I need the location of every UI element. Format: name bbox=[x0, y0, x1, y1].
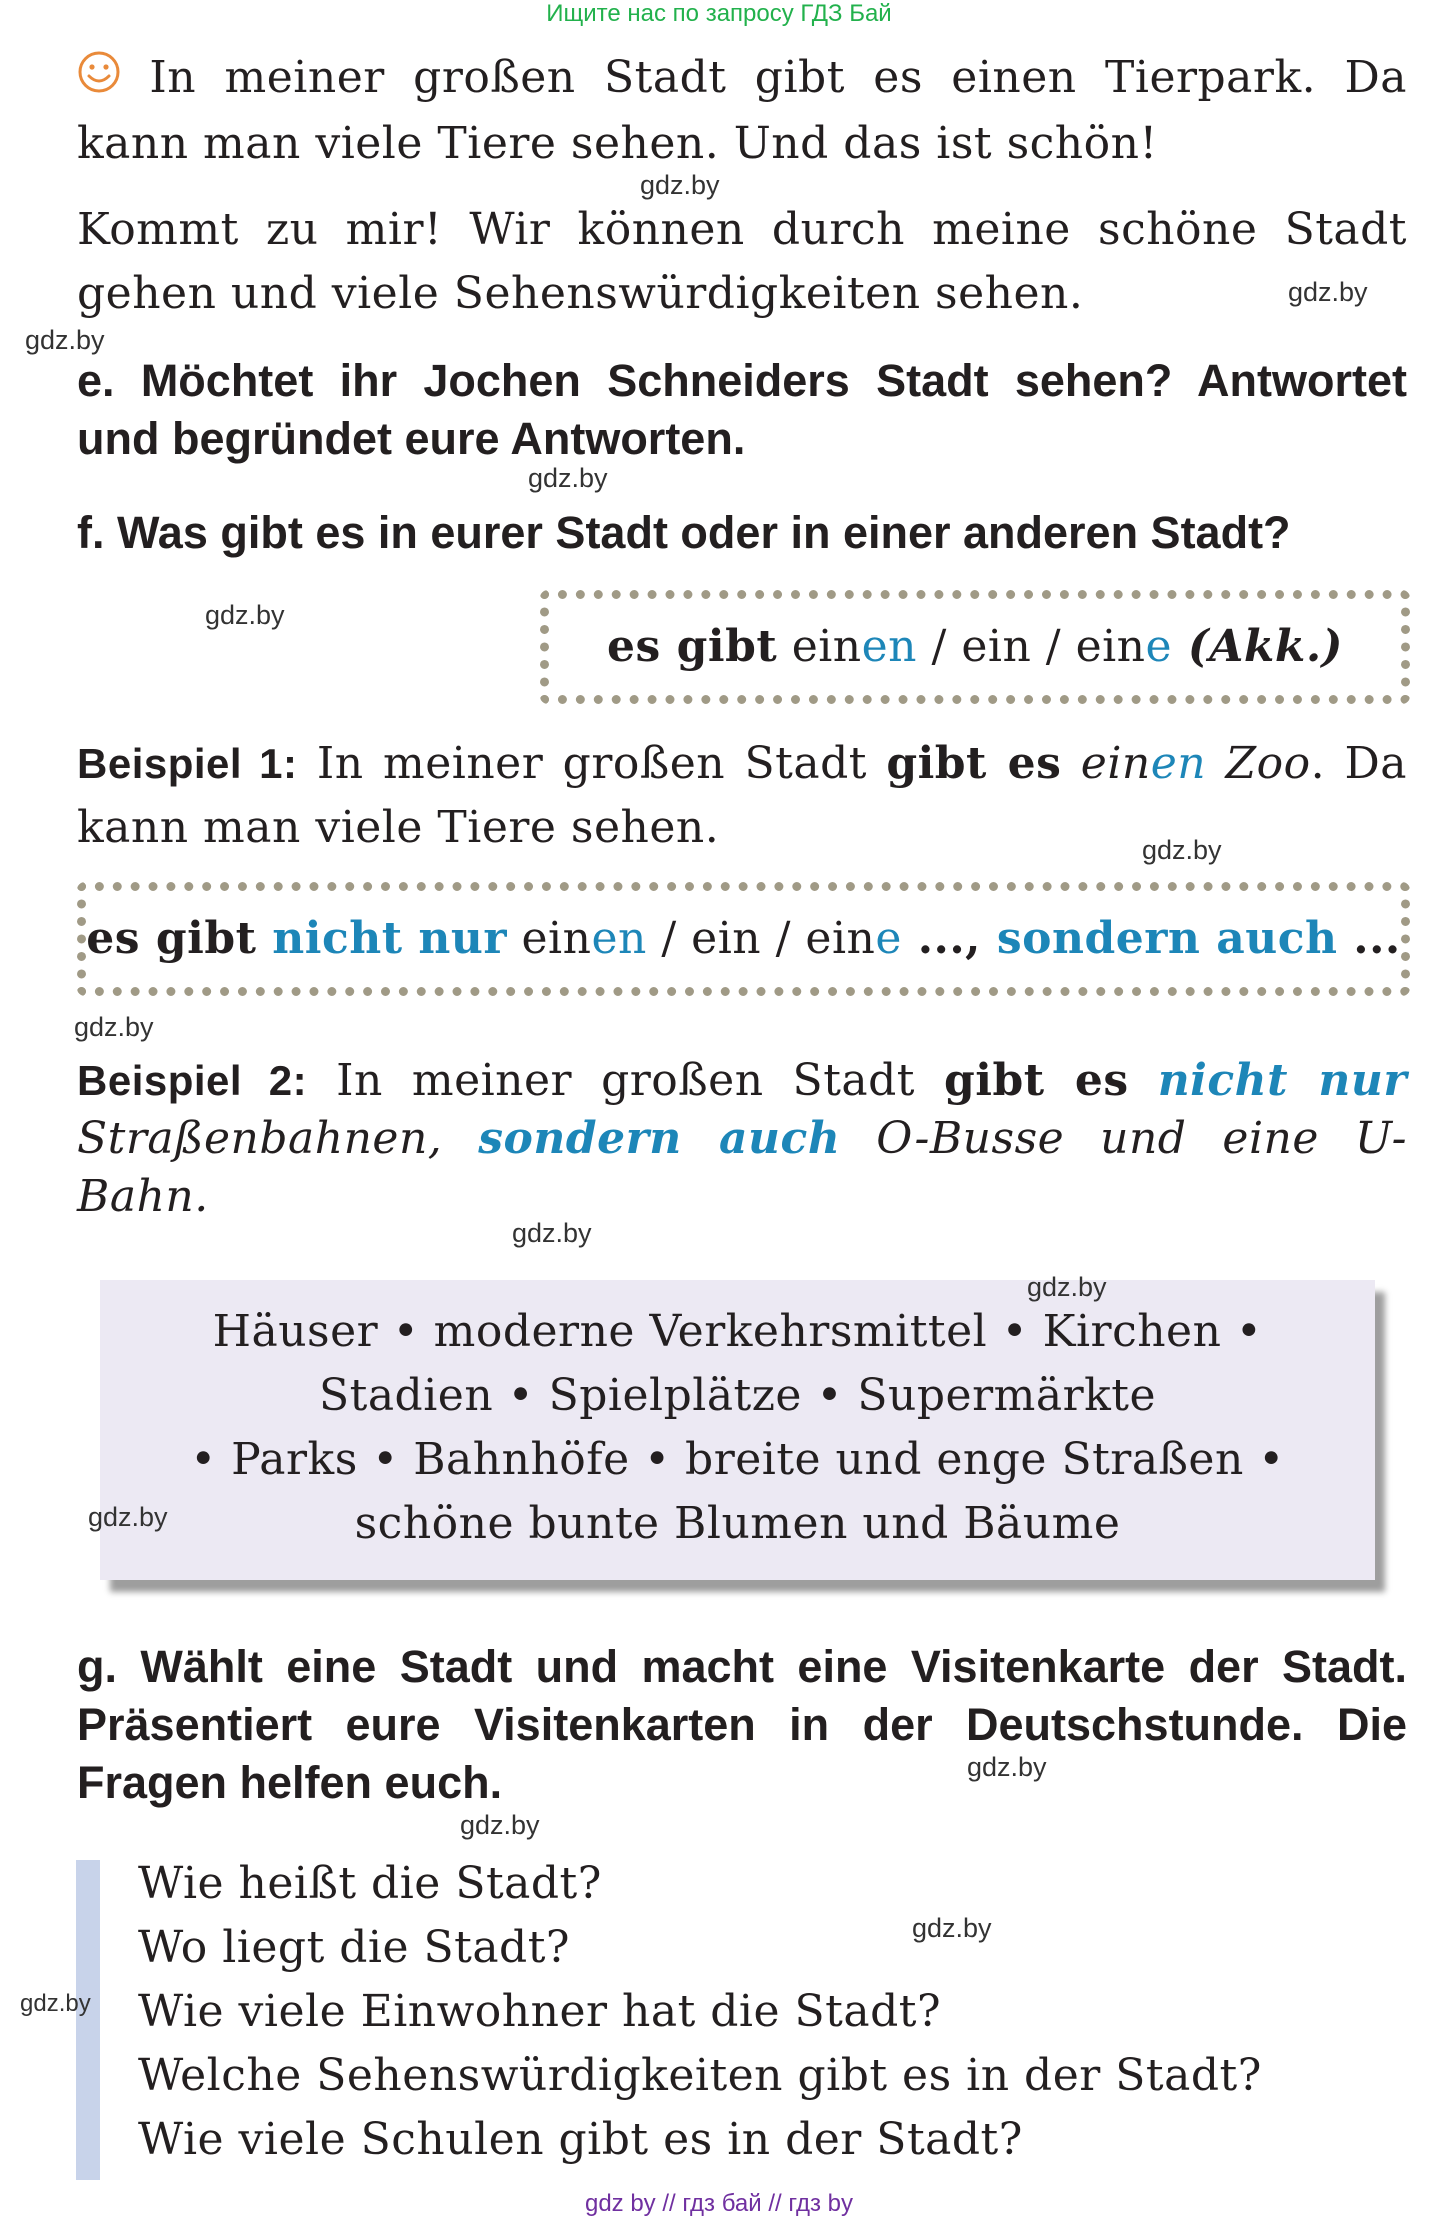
task-e: e. Möchtet ihr Jochen Schneiders Stadt sehen? Antwortet und begründet eure Antworten. bbox=[77, 355, 1407, 464]
intro-line-2: kann man viele Tiere sehen. Und das ist schön! bbox=[77, 118, 1158, 169]
task-f: f. Was gibt es in eurer Stadt oder in einer anderen Stadt? bbox=[77, 507, 1291, 558]
beispiel-1: Beispiel 1: In meiner großen Stadt gibt es einen Zoo. Da kann man viele Tiere sehen. bbox=[77, 738, 1407, 853]
watermark: gdz.by bbox=[25, 325, 105, 355]
top-note: Ищите нас по запросу ГДЗ Бай bbox=[546, 0, 892, 27]
question-item: Welche Sehenswürdigkeiten gibt es in der Stadt? bbox=[138, 2050, 1262, 2101]
watermark: gdz.by bbox=[1027, 1272, 1107, 1302]
watermark: gdz.by bbox=[528, 463, 608, 493]
watermark: gdz.by bbox=[512, 1218, 592, 1248]
watermark: gdz.by bbox=[74, 1012, 154, 1042]
watermark: gdz.by bbox=[20, 1990, 91, 2017]
question-item: Wie viele Schulen gibt es in der Stadt? bbox=[138, 2114, 1023, 2165]
intro-line-4: gehen und viele Sehenswürdigkeiten sehen. bbox=[77, 268, 1084, 319]
grammar-box-nicht-nur: es gibt nicht nur einen / ein / eine ..., sondern auch ... bbox=[77, 882, 1410, 996]
watermark: gdz.by bbox=[1142, 835, 1222, 865]
footer: gdz by // гдз бай // гдз by bbox=[584, 2190, 854, 2217]
question-item: Wie viele Einwohner hat die Stadt? bbox=[138, 1986, 942, 2037]
beispiel-2: Beispiel 2: In meiner großen Stadt gibt es nicht nur Straßenbahnen, sondern auch O-Busse und eine U- Bahn. bbox=[77, 1055, 1408, 1222]
watermark: gdz.by bbox=[640, 170, 720, 200]
watermark: gdz.by bbox=[88, 1502, 168, 1532]
watermark: gdz.by bbox=[912, 1913, 992, 1943]
questions-side-bar bbox=[76, 1860, 100, 2180]
intro-line-3: Kommt zu mir! Wir können durch meine schöne Stadt bbox=[77, 204, 1407, 255]
vocabulary-box: Häuser • moderne Verkehrsmittel • Kirchen • Stadien • Spielplätze • Supermärkte • Parks • Bahnhöfe • breite und enge Straßen • schöne bunte Blumen und Bäume bbox=[100, 1280, 1375, 1580]
watermark: gdz.by bbox=[205, 600, 285, 630]
smiley-icon bbox=[77, 48, 121, 112]
question-item: Wo liegt die Stadt? bbox=[138, 1922, 570, 1973]
question-item: Wie heißt die Stadt? bbox=[138, 1858, 602, 1909]
grammar-box-akk: es gibt einen / ein / eine (Akk.) bbox=[540, 590, 1410, 704]
questions-list bbox=[138, 1852, 1388, 2172]
watermark: gdz.by bbox=[1288, 277, 1368, 307]
task-g: g. Wählt eine Stadt und macht eine Visitenkarte der Stadt. Präsentiert eure Visitenkarten in der Deutschstunde. Die Fragen helfen euch. bbox=[77, 1641, 1407, 1808]
watermark: gdz.by bbox=[460, 1810, 540, 1840]
intro-paragraph bbox=[77, 46, 1407, 326]
intro-line-1: In meiner großen Stadt gibt es einen Tierpark. Da bbox=[77, 46, 1407, 112]
watermark: gdz.by bbox=[967, 1752, 1047, 1782]
